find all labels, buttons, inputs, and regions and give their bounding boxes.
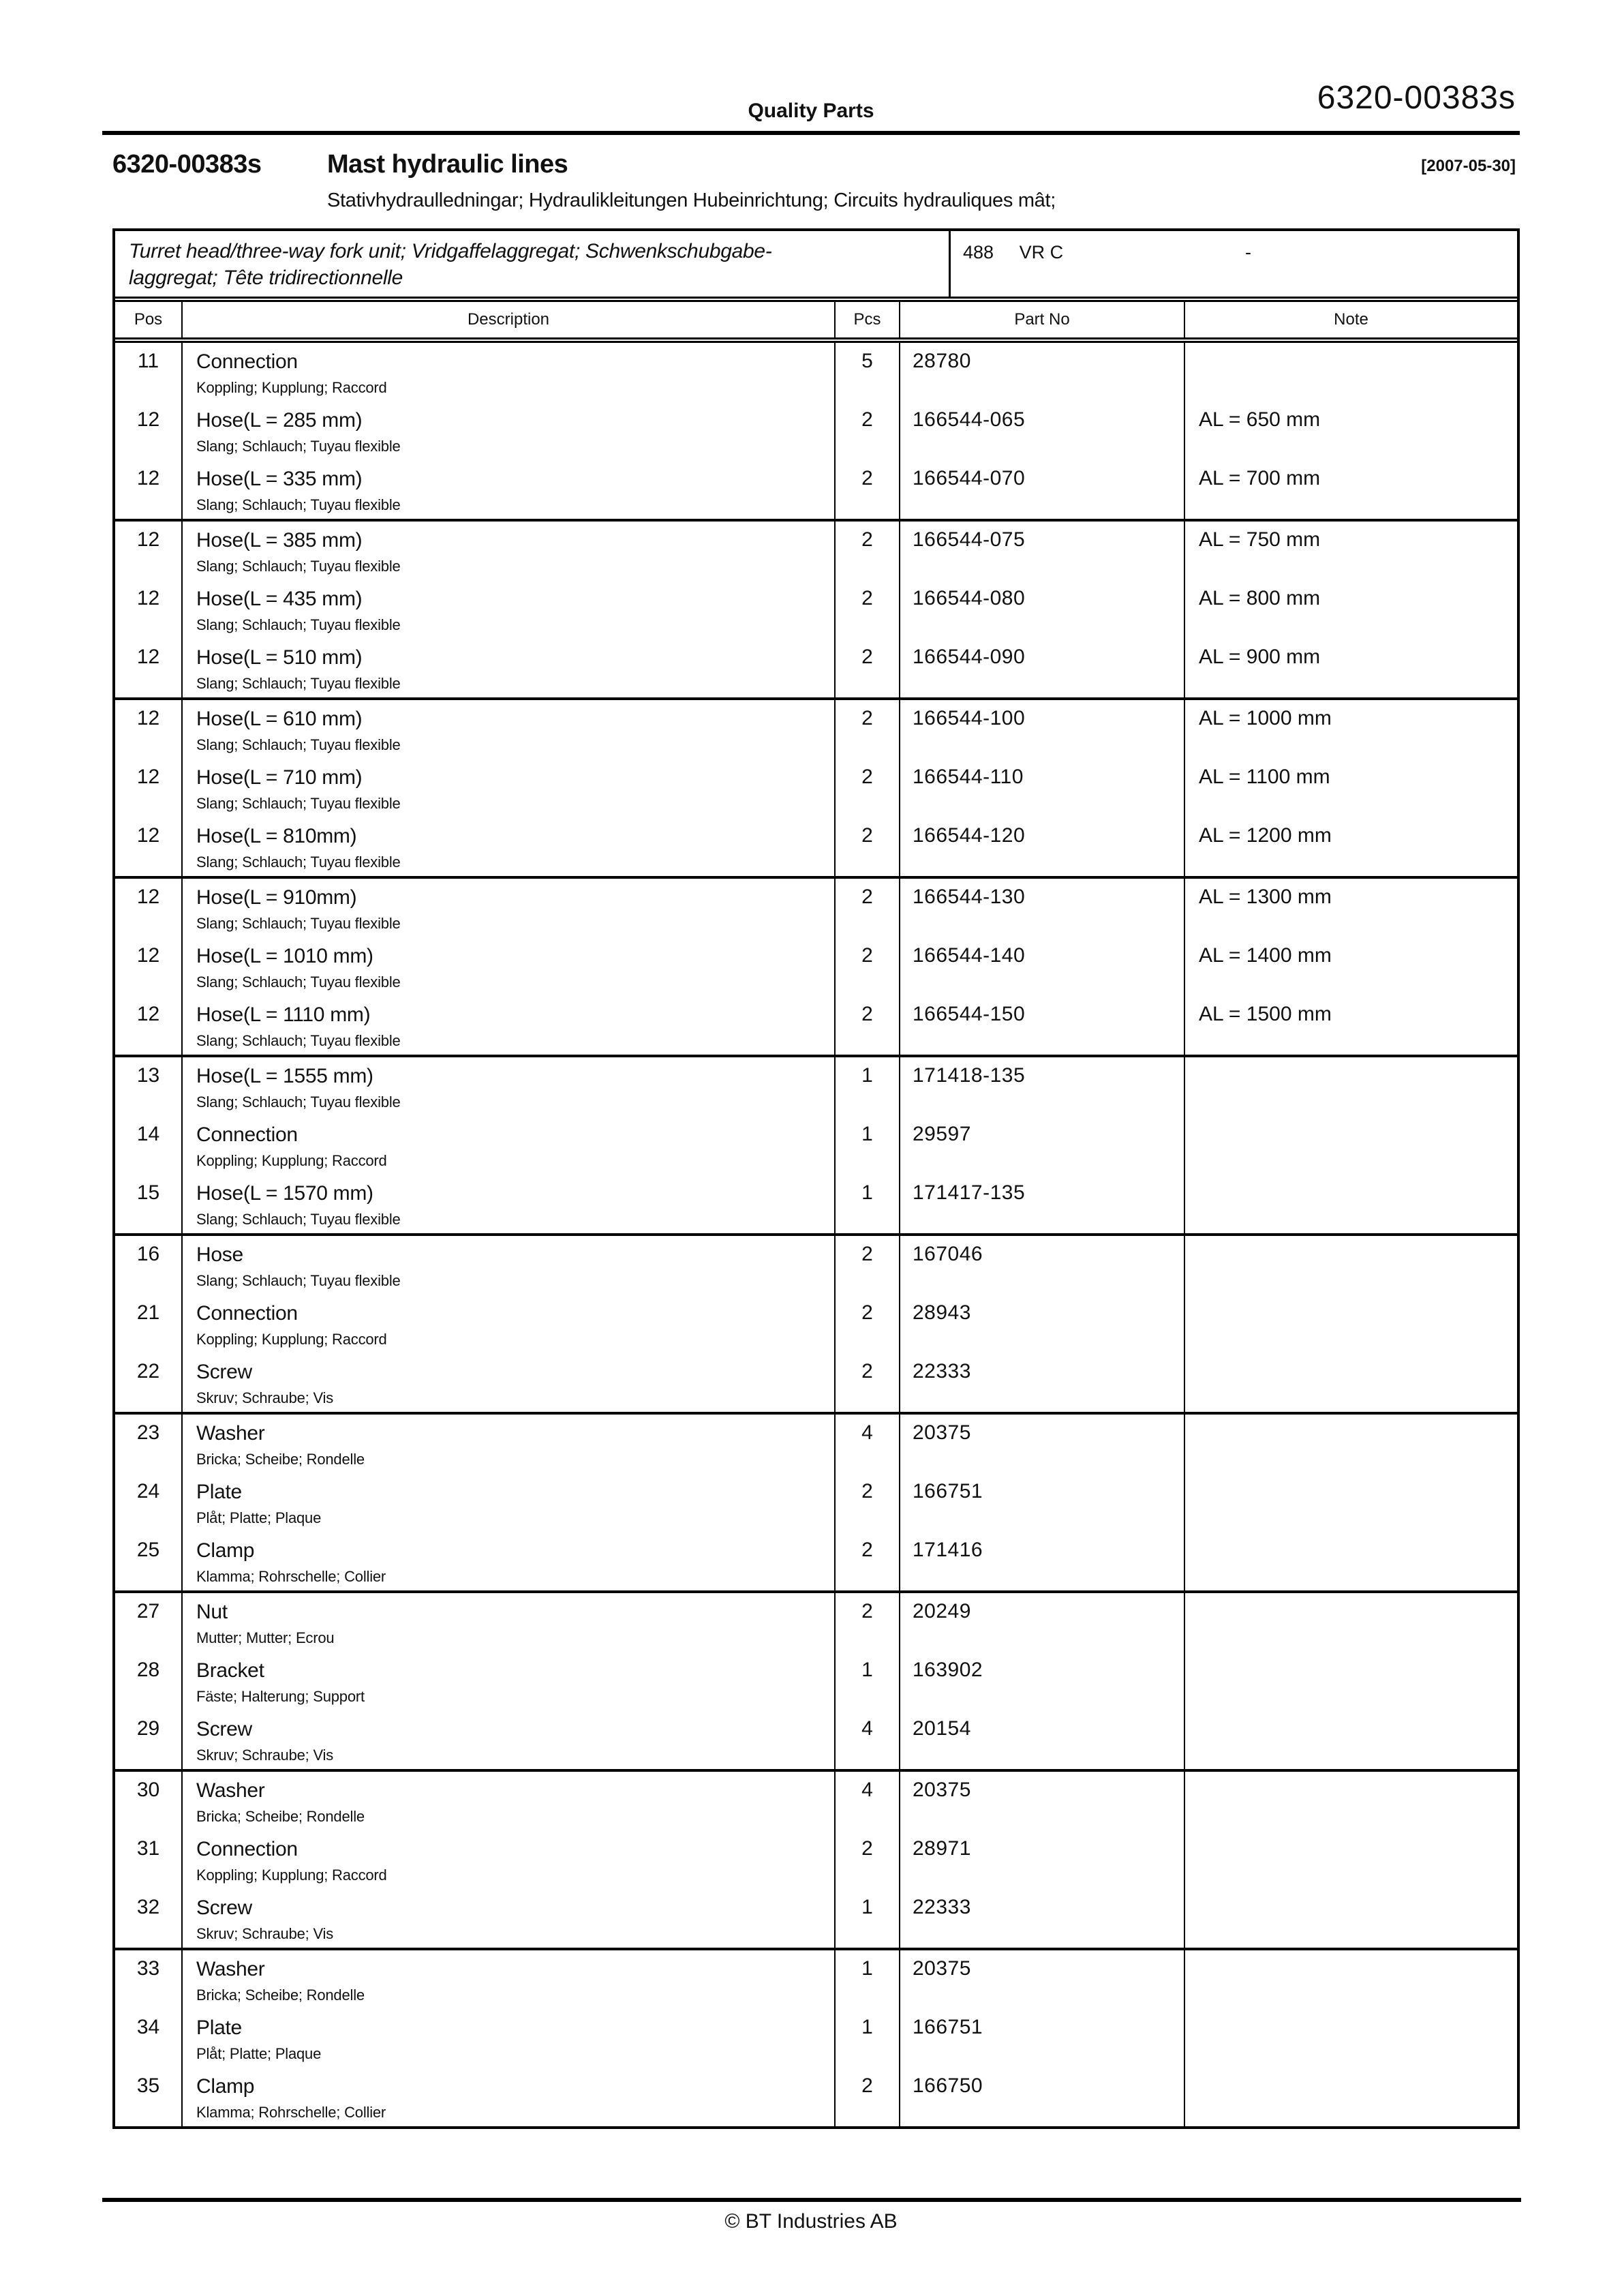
row-description-sub: Fäste; Halterung; Support [196, 1688, 365, 1705]
row-note [1185, 1415, 1517, 1473]
table-row [115, 1116, 1517, 1175]
row-pcs: 2 [836, 817, 900, 876]
row-pcs: 2 [836, 1236, 900, 1295]
row-description-sub: Plåt; Platte; Plaque [196, 2045, 322, 2062]
row-description-sub: Bricka; Scheibe; Rondelle [196, 1451, 365, 1468]
column-header-note: Note [1334, 310, 1368, 329]
column-header-part-no: Part No [900, 302, 1185, 337]
row-note [1185, 1116, 1517, 1175]
row-description-sub: Slang; Schlauch; Tuyau flexible [196, 854, 401, 871]
row-note [1185, 1353, 1517, 1412]
row-description-sub: Skruv; Schraube; Vis [196, 1389, 334, 1406]
row-description [183, 996, 836, 1055]
row-note [1185, 2068, 1517, 2126]
row-description-main: Hose(L = 710 mm) [196, 766, 363, 789]
row-part-no: 171417-135 [900, 1175, 1185, 1233]
title-row [112, 150, 1516, 179]
row-description-sub: Bricka; Scheibe; Rondelle [196, 1808, 365, 1825]
row-pos: 21 [115, 1295, 183, 1353]
table-row [115, 996, 1517, 1055]
row-pos: 12 [115, 996, 183, 1055]
row-description-main: Hose(L = 1110 mm) [196, 1003, 371, 1026]
table-row [115, 817, 1517, 876]
row-description-sub: Plåt; Platte; Plaque [196, 1509, 322, 1526]
row-pos: 25 [115, 1532, 183, 1590]
row-pos: 28 [115, 1652, 183, 1710]
row-description-main: Washer [196, 1779, 265, 1802]
row-pos: 24 [115, 1473, 183, 1532]
row-part-no: 28971 [900, 1830, 1185, 1889]
table-row [115, 1710, 1517, 1769]
assembly-code-cell [951, 231, 1517, 297]
row-description [183, 1950, 836, 2009]
row-note: AL = 1100 mm [1199, 766, 1330, 788]
row-pcs: 2 [836, 937, 900, 996]
row-description-main: Hose(L = 910mm) [196, 886, 357, 909]
row-description [183, 460, 836, 519]
row-description [183, 1295, 836, 1353]
row-note [1185, 1889, 1517, 1948]
row-note [1185, 1710, 1517, 1769]
row-pcs: 2 [836, 759, 900, 817]
row-pos: 12 [115, 639, 183, 697]
row-description-sub: Klamma; Rohrschelle; Collier [196, 2104, 386, 2121]
row-description-main: Screw [196, 1718, 252, 1740]
row-description-sub: Klamma; Rohrschelle; Collier [196, 1568, 386, 1585]
header-rule [102, 131, 1520, 135]
column-header-pcs: Pcs [836, 302, 900, 337]
row-part-no: 166544-100 [900, 700, 1185, 759]
row-part-no: 166544-080 [900, 580, 1185, 639]
row-description-sub: Slang; Schlauch; Tuyau flexible [196, 915, 401, 932]
row-note [1185, 1772, 1517, 1830]
row-part-no: 167046 [900, 1236, 1185, 1295]
row-pos: 29 [115, 1710, 183, 1769]
row-description [183, 1116, 836, 1175]
doc-number-top: 6320-00383s [1317, 80, 1516, 116]
row-description-main: Washer [196, 1958, 265, 1980]
table-row [115, 1175, 1517, 1233]
row-pcs: 4 [836, 1772, 900, 1830]
row-note [1185, 1593, 1517, 1652]
table-row [115, 1236, 1517, 1295]
row-description-main: Clamp [196, 1539, 255, 1562]
row-pos: 12 [115, 759, 183, 817]
row-description-sub: Koppling; Kupplung; Raccord [196, 1331, 387, 1348]
table-row [115, 460, 1517, 519]
row-pos: 12 [115, 580, 183, 639]
table-row [115, 580, 1517, 639]
table-row [115, 1473, 1517, 1532]
row-description [183, 639, 836, 697]
assembly-info-box [115, 231, 1517, 302]
row-pos: 22 [115, 1353, 183, 1412]
row-note [1185, 1652, 1517, 1710]
row-note: AL = 650 mm [1199, 408, 1321, 431]
table-row [115, 1057, 1517, 1116]
row-note: AL = 1000 mm [1199, 707, 1332, 729]
row-part-no: 166544-065 [900, 402, 1185, 460]
row-pcs: 2 [836, 460, 900, 519]
row-note [1185, 1057, 1517, 1116]
column-header-pos: Pos [115, 302, 183, 337]
row-description-main: Plate [196, 1481, 242, 1503]
row-description-sub: Slang; Schlauch; Tuyau flexible [196, 1211, 401, 1228]
row-pos: 30 [115, 1772, 183, 1830]
revision-date: [2007-05-30] [1421, 157, 1516, 175]
row-description [183, 1593, 836, 1652]
row-pcs: 1 [836, 1889, 900, 1948]
parts-group [115, 1948, 1517, 2126]
row-description [183, 759, 836, 817]
row-description [183, 2009, 836, 2068]
row-part-no: 20249 [900, 1593, 1185, 1652]
table-row [115, 759, 1517, 817]
row-part-no: 163902 [900, 1652, 1185, 1710]
table-row [115, 1353, 1517, 1412]
row-description-main: Hose(L = 610 mm) [196, 708, 363, 730]
table-row [115, 879, 1517, 937]
row-description-main: Hose(L = 510 mm) [196, 646, 363, 669]
row-description-sub: Skruv; Schraube; Vis [196, 1747, 334, 1764]
row-pos: 12 [115, 879, 183, 937]
row-part-no: 20154 [900, 1710, 1185, 1769]
row-pcs: 2 [836, 700, 900, 759]
row-part-no: 171416 [900, 1532, 1185, 1590]
brand-header: Quality Parts [748, 100, 874, 122]
row-pos: 12 [115, 460, 183, 519]
row-part-no: 166544-110 [900, 759, 1185, 817]
row-pcs: 2 [836, 1593, 900, 1652]
footer-rule [102, 2198, 1521, 2202]
row-pcs: 2 [836, 1295, 900, 1353]
row-pos: 32 [115, 1889, 183, 1948]
row-pcs: 1 [836, 1950, 900, 2009]
row-pcs: 2 [836, 402, 900, 460]
row-description [183, 522, 836, 580]
row-pcs: 2 [836, 1532, 900, 1590]
row-description [183, 1532, 836, 1590]
row-pos: 27 [115, 1593, 183, 1652]
row-note [1185, 1950, 1517, 2009]
row-description-main: Hose(L = 810mm) [196, 825, 357, 847]
row-part-no: 166751 [900, 2009, 1185, 2068]
row-description-main: Connection [196, 1302, 298, 1325]
row-note: AL = 800 mm [1199, 587, 1321, 609]
row-pcs: 1 [836, 1175, 900, 1233]
row-description-main: Connection [196, 350, 298, 373]
row-description-sub: Bricka; Scheibe; Rondelle [196, 1987, 365, 2004]
row-description [183, 1830, 836, 1889]
row-description [183, 1889, 836, 1948]
table-row [115, 1772, 1517, 1830]
row-description-main: Clamp [196, 2075, 255, 2098]
footer-copyright: © BT Industries AB [724, 2210, 898, 2233]
row-description-main: Nut [196, 1601, 228, 1623]
row-description-sub: Slang; Schlauch; Tuyau flexible [196, 558, 401, 575]
row-description [183, 580, 836, 639]
row-description [183, 1473, 836, 1532]
assembly-dash: - [1245, 242, 1251, 262]
table-row [115, 639, 1517, 697]
row-description-main: Screw [196, 1361, 252, 1383]
table-row [115, 2009, 1517, 2068]
row-description-sub: Koppling; Kupplung; Raccord [196, 1867, 387, 1884]
row-note [1185, 1473, 1517, 1532]
row-pcs: 2 [836, 1473, 900, 1532]
row-pos: 15 [115, 1175, 183, 1233]
row-pcs: 5 [836, 343, 900, 402]
row-note [1185, 1830, 1517, 1889]
parts-group [115, 1769, 1517, 1948]
table-row [115, 402, 1517, 460]
row-description [183, 2068, 836, 2126]
row-description [183, 402, 836, 460]
row-description-sub: Slang; Schlauch; Tuyau flexible [196, 496, 401, 513]
row-pos: 16 [115, 1236, 183, 1295]
row-part-no: 166544-075 [900, 522, 1185, 580]
assembly-description [115, 231, 951, 297]
row-note [1185, 1236, 1517, 1295]
assembly-code: 488 [963, 242, 994, 262]
row-description-sub: Skruv; Schraube; Vis [196, 1925, 334, 1942]
row-note: AL = 1500 mm [1199, 1003, 1332, 1025]
row-pos: 12 [115, 522, 183, 580]
table-row [115, 1415, 1517, 1473]
table-row [115, 1532, 1517, 1590]
parts-group [115, 519, 1517, 697]
row-pos: 12 [115, 700, 183, 759]
table-row [115, 1889, 1517, 1948]
assembly-description-line2: laggregat; Tête tridirectionnelle [129, 267, 403, 289]
page-title: Mast hydraulic lines [327, 150, 568, 179]
row-pcs: 2 [836, 1353, 900, 1412]
row-description-sub: Slang; Schlauch; Tuyau flexible [196, 973, 401, 991]
parts-table [112, 228, 1520, 2129]
row-pcs: 1 [836, 2009, 900, 2068]
row-description [183, 1353, 836, 1412]
row-pcs: 2 [836, 1830, 900, 1889]
row-note [1185, 343, 1517, 402]
row-part-no: 28780 [900, 343, 1185, 402]
row-description [183, 1236, 836, 1295]
row-description-sub: Slang; Schlauch; Tuyau flexible [196, 1093, 401, 1111]
row-part-no: 20375 [900, 1772, 1185, 1830]
row-part-no: 166544-130 [900, 879, 1185, 937]
row-description-sub: Slang; Schlauch; Tuyau flexible [196, 438, 401, 455]
row-pos: 12 [115, 937, 183, 996]
table-row [115, 700, 1517, 759]
row-part-no: 22333 [900, 1889, 1185, 1948]
table-row [115, 2068, 1517, 2126]
row-part-no: 166544-120 [900, 817, 1185, 876]
row-note: AL = 1300 mm [1199, 886, 1332, 908]
row-pcs: 2 [836, 996, 900, 1055]
row-pos: 11 [115, 343, 183, 402]
page-subtitle: Stativhydraulledningar; Hydraulikleitungen Hubeinrichtung; Circuits hydrauliques mât; [327, 190, 1056, 211]
row-description-main: Plate [196, 2016, 242, 2039]
row-part-no: 20375 [900, 1415, 1185, 1473]
row-description [183, 1772, 836, 1830]
row-note: AL = 1200 mm [1199, 824, 1332, 847]
row-part-no: 20375 [900, 1950, 1185, 2009]
row-description [183, 817, 836, 876]
row-pcs: 2 [836, 879, 900, 937]
row-description-sub: Slang; Schlauch; Tuyau flexible [196, 1032, 401, 1049]
row-description [183, 1652, 836, 1710]
row-description-main: Hose(L = 435 mm) [196, 588, 363, 610]
row-note [1185, 1532, 1517, 1590]
table-row [115, 343, 1517, 402]
row-description-sub: Mutter; Mutter; Ecrou [196, 1629, 335, 1646]
row-description-main: Hose(L = 1010 mm) [196, 945, 373, 967]
row-description-sub: Koppling; Kupplung; Raccord [196, 379, 387, 396]
row-description-main: Hose(L = 1570 mm) [196, 1182, 373, 1205]
row-part-no: 22333 [900, 1353, 1185, 1412]
row-pos: 33 [115, 1950, 183, 2009]
row-description-main: Connection [196, 1838, 298, 1860]
row-part-no: 166544-090 [900, 639, 1185, 697]
row-description-sub: Koppling; Kupplung; Raccord [196, 1152, 387, 1169]
row-description-main: Hose(L = 285 mm) [196, 409, 363, 432]
row-pcs: 2 [836, 2068, 900, 2126]
table-row [115, 937, 1517, 996]
row-pcs: 4 [836, 1415, 900, 1473]
table-row [115, 1652, 1517, 1710]
row-note [1185, 1295, 1517, 1353]
row-description-main: Hose(L = 1555 mm) [196, 1065, 373, 1087]
row-description-sub: Slang; Schlauch; Tuyau flexible [196, 795, 401, 812]
row-description-main: Hose(L = 335 mm) [196, 468, 363, 490]
row-part-no: 171418-135 [900, 1057, 1185, 1116]
row-pos: 23 [115, 1415, 183, 1473]
row-pcs: 4 [836, 1710, 900, 1769]
row-description [183, 1710, 836, 1769]
row-description [183, 937, 836, 996]
row-note: AL = 1400 mm [1199, 944, 1332, 967]
row-part-no: 28943 [900, 1295, 1185, 1353]
row-pcs: 1 [836, 1057, 900, 1116]
row-description [183, 700, 836, 759]
row-pos: 34 [115, 2009, 183, 2068]
row-description [183, 1175, 836, 1233]
row-description-main: Bracket [196, 1659, 264, 1682]
table-row [115, 1593, 1517, 1652]
row-description-main: Connection [196, 1123, 298, 1146]
row-description [183, 1057, 836, 1116]
row-note [1185, 2009, 1517, 2068]
row-pos: 13 [115, 1057, 183, 1116]
row-description [183, 879, 836, 937]
row-part-no: 166751 [900, 1473, 1185, 1532]
row-description-sub: Slang; Schlauch; Tuyau flexible [196, 736, 401, 753]
row-description [183, 1415, 836, 1473]
table-row [115, 1950, 1517, 2009]
row-description-main: Hose [196, 1243, 243, 1266]
row-description-main: Washer [196, 1422, 265, 1445]
table-row [115, 522, 1517, 580]
parts-group [115, 1412, 1517, 1590]
row-note [1185, 1175, 1517, 1233]
table-column-headers [115, 302, 1517, 343]
row-part-no: 166544-150 [900, 996, 1185, 1055]
row-note: AL = 700 mm [1199, 467, 1321, 489]
row-pcs: 2 [836, 522, 900, 580]
assembly-description-line1: Turret head/three-way fork unit; Vridgaffelaggregat; Schwenkschubgabe- [129, 240, 772, 262]
row-part-no: 166544-140 [900, 937, 1185, 996]
parts-group [115, 1055, 1517, 1233]
row-description [183, 343, 836, 402]
column-header-description: Description [183, 302, 836, 337]
row-pos: 14 [115, 1116, 183, 1175]
assembly-variant: VR C [1019, 242, 1064, 262]
page-title-number: 6320-00383s [112, 150, 262, 179]
parts-group [115, 1233, 1517, 1412]
row-pos: 12 [115, 817, 183, 876]
row-pcs: 2 [836, 580, 900, 639]
table-row [115, 1295, 1517, 1353]
parts-group [115, 343, 1517, 519]
row-description-main: Screw [196, 1897, 252, 1919]
table-body [115, 343, 1517, 2126]
row-part-no: 166544-070 [900, 460, 1185, 519]
row-pcs: 1 [836, 1652, 900, 1710]
table-row [115, 1830, 1517, 1889]
row-pos: 35 [115, 2068, 183, 2126]
parts-group [115, 876, 1517, 1055]
row-description-sub: Slang; Schlauch; Tuyau flexible [196, 675, 401, 692]
row-note: AL = 750 mm [1199, 528, 1321, 551]
parts-group [115, 697, 1517, 876]
row-pos: 31 [115, 1830, 183, 1889]
row-part-no: 29597 [900, 1116, 1185, 1175]
parts-group [115, 1590, 1517, 1769]
row-description-main: Hose(L = 385 mm) [196, 529, 363, 552]
row-pos: 12 [115, 402, 183, 460]
row-part-no: 166750 [900, 2068, 1185, 2126]
row-note: AL = 900 mm [1199, 646, 1321, 668]
row-pcs: 2 [836, 639, 900, 697]
row-pcs: 1 [836, 1116, 900, 1175]
row-description-sub: Slang; Schlauch; Tuyau flexible [196, 1272, 401, 1289]
row-description-sub: Slang; Schlauch; Tuyau flexible [196, 616, 401, 633]
